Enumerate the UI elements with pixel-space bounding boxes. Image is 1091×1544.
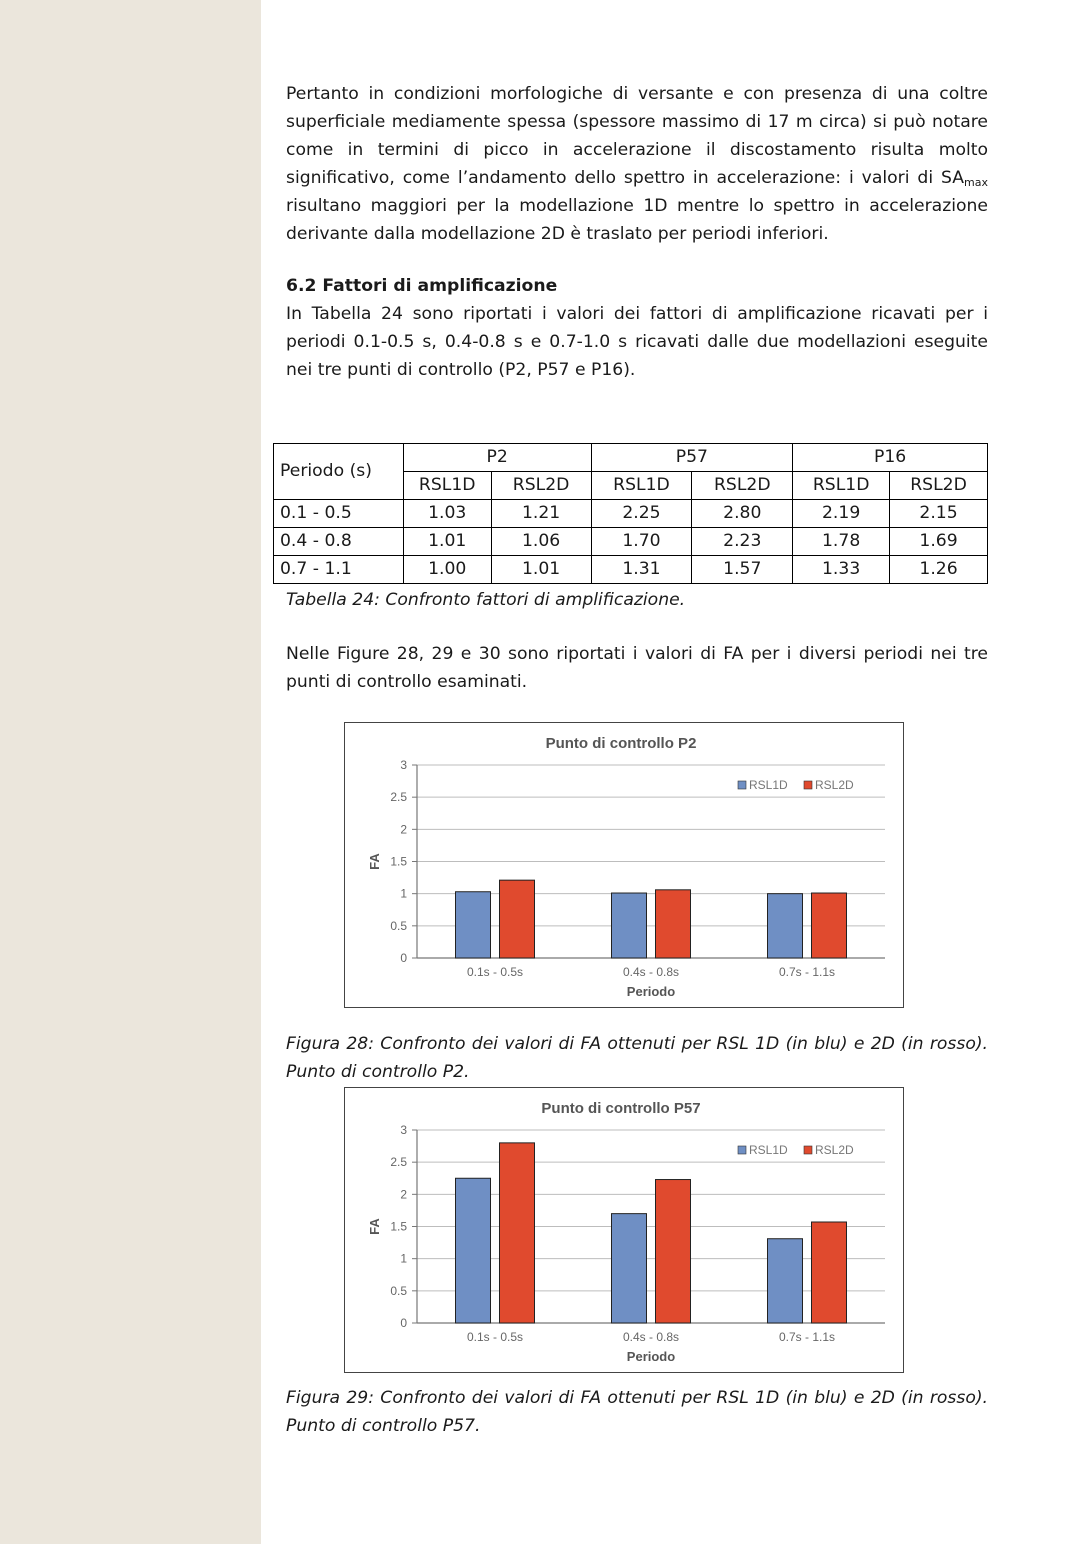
- page-sidebar: [0, 0, 261, 1544]
- group-header-p16: P16: [793, 444, 988, 472]
- value-cell: 1.70: [591, 528, 692, 556]
- bar-rsl1d: [612, 1214, 647, 1323]
- paragraph-morphology: [286, 80, 988, 248]
- figures-intro: Nelle Figure 28, 29 e 30 sono riportati i valori di FA per i diversi periodi nei tre punti di controllo esaminati.: [286, 644, 988, 692]
- legend-swatch: [738, 781, 746, 789]
- value-cell: 1.69: [890, 528, 988, 556]
- y-tick-label: 0: [400, 951, 407, 965]
- bar-rsl2d: [812, 893, 847, 958]
- section-paragraph: In Tabella 24 sono riportati i valori dei fattori di amplificazione ricavati per i periodi 0.1-0.5 s, 0.4-0.8 s e 0.7-1.0 s ricavati dalle due modellazioni eseguite nei tre punti di controllo (P2, P57 e P16).: [286, 304, 988, 380]
- y-tick-label: 0.5: [390, 918, 407, 933]
- period-cell: 0.4 - 0.8: [274, 528, 404, 556]
- value-cell: 1.21: [491, 500, 591, 528]
- amplification-table: [273, 443, 988, 584]
- bar-rsl2d: [656, 1180, 691, 1323]
- figure28-caption-text: Figura 28: Confronto dei valori di FA ottenuti per RSL 1D (in blu) e 2D (in rosso). Punto di controllo P2.: [286, 1034, 988, 1082]
- subscript-max: max: [964, 176, 988, 189]
- period-cell: 0.7 - 1.1: [274, 556, 404, 584]
- x-tick-label: 0.1s - 0.5s: [466, 965, 524, 979]
- table-caption: Tabella 24: Confronto fattori di amplificazione.: [286, 590, 686, 610]
- value-cell: 1.33: [793, 556, 890, 584]
- bar-rsl2d: [500, 1143, 535, 1323]
- y-tick-label: 0: [400, 1316, 407, 1330]
- x-tick-label: 0.7s - 1.1s: [778, 1330, 836, 1344]
- value-cell: 1.01: [491, 556, 591, 584]
- bar-rsl2d: [812, 1222, 847, 1323]
- y-tick-label: 2.5: [390, 1155, 407, 1170]
- subheader: RSL2D: [890, 472, 988, 500]
- section-heading: 6.2 Fattori di amplificazione: [286, 276, 558, 296]
- y-tick-label: 1.5: [390, 1219, 407, 1234]
- chart-title: Punto di controllo P57: [541, 1100, 701, 1117]
- chart-p2: [344, 722, 904, 1008]
- legend-swatch: [738, 1146, 746, 1154]
- figure28-caption: [286, 1030, 988, 1086]
- y-tick-label: 2: [400, 822, 407, 837]
- value-cell: 1.78: [793, 528, 890, 556]
- subheader: RSL2D: [692, 472, 793, 500]
- chart-title: Punto di controllo P2: [545, 735, 697, 752]
- y-tick-label: 2: [400, 1187, 407, 1202]
- figure29-caption: [286, 1384, 988, 1440]
- value-cell: 1.03: [403, 500, 491, 528]
- legend-entry: RSL2D: [815, 778, 854, 792]
- y-tick-label: 1: [400, 886, 407, 901]
- x-axis-label: Periodo: [626, 984, 676, 999]
- y-tick-label: 1.5: [390, 854, 407, 869]
- subheader: RSL2D: [491, 472, 591, 500]
- bar-rsl1d: [768, 1239, 803, 1323]
- value-cell: 1.26: [890, 556, 988, 584]
- text-body: [286, 80, 988, 384]
- y-tick-label: 3: [400, 758, 407, 772]
- group-header-p57: P57: [591, 444, 793, 472]
- chart-p57: [344, 1087, 904, 1373]
- y-tick-label: 0.5: [390, 1283, 407, 1298]
- bar-rsl2d: [656, 890, 691, 958]
- x-tick-label: 0.4s - 0.8s: [622, 1330, 680, 1344]
- value-cell: 1.00: [403, 556, 491, 584]
- chart-svg: [345, 723, 902, 1006]
- value-cell: 1.06: [491, 528, 591, 556]
- value-cell: 2.19: [793, 500, 890, 528]
- legend-entry: RSL2D: [815, 1143, 854, 1157]
- bar-rsl1d: [456, 892, 491, 958]
- y-axis-label: FA: [367, 1218, 382, 1235]
- bar-rsl1d: [612, 893, 647, 958]
- figure29-caption-text: Figura 29: Confronto dei valori di FA ottenuti per RSL 1D (in blu) e 2D (in rosso). Punto di controllo P57.: [286, 1388, 988, 1436]
- y-tick-label: 2.5: [390, 790, 407, 805]
- bar-rsl2d: [500, 880, 535, 958]
- bar-rsl1d: [456, 1178, 491, 1323]
- x-axis-label: Periodo: [626, 1349, 676, 1364]
- subheader: RSL1D: [793, 472, 890, 500]
- period-header: Periodo (s): [274, 444, 404, 500]
- subheader: RSL1D: [591, 472, 692, 500]
- x-tick-label: 0.1s - 0.5s: [466, 1330, 524, 1344]
- table-row: [274, 528, 988, 556]
- value-cell: 2.25: [591, 500, 692, 528]
- period-cell: 0.1 - 0.5: [274, 500, 404, 528]
- value-cell: 2.80: [692, 500, 793, 528]
- x-tick-label: 0.4s - 0.8s: [622, 965, 680, 979]
- x-tick-label: 0.7s - 1.1s: [778, 965, 836, 979]
- table-row: [274, 500, 988, 528]
- subheader: RSL1D: [403, 472, 491, 500]
- paragraph-text-a: Pertanto in condizioni morfologiche di versante e con presenza di una coltre superficiale mediamente spessa (spessore massimo di 17 m circa) si può notare come in termini di picco in accelerazione il discostamento risulta molto significativo, come l’andamento dello spettro in accelerazione: i valori di SA: [286, 84, 988, 188]
- y-tick-label: 1: [400, 1251, 407, 1266]
- legend-swatch: [804, 781, 812, 789]
- legend-entry: RSL1D: [749, 778, 788, 792]
- table-row: [274, 556, 988, 584]
- y-tick-label: 3: [400, 1123, 407, 1137]
- value-cell: 2.15: [890, 500, 988, 528]
- value-cell: 1.57: [692, 556, 793, 584]
- group-header-p2: P2: [403, 444, 591, 472]
- bar-rsl1d: [768, 894, 803, 958]
- legend-entry: RSL1D: [749, 1143, 788, 1157]
- legend-swatch: [804, 1146, 812, 1154]
- y-axis-label: FA: [367, 853, 382, 870]
- value-cell: 2.23: [692, 528, 793, 556]
- chart-svg: [345, 1088, 902, 1371]
- paragraph-text-b: risultano maggiori per la modellazione 1D mentre lo spettro in accelerazione derivante dalla modellazione 2D è traslato per periodi inferiori.: [286, 196, 988, 244]
- value-cell: 1.01: [403, 528, 491, 556]
- value-cell: 1.31: [591, 556, 692, 584]
